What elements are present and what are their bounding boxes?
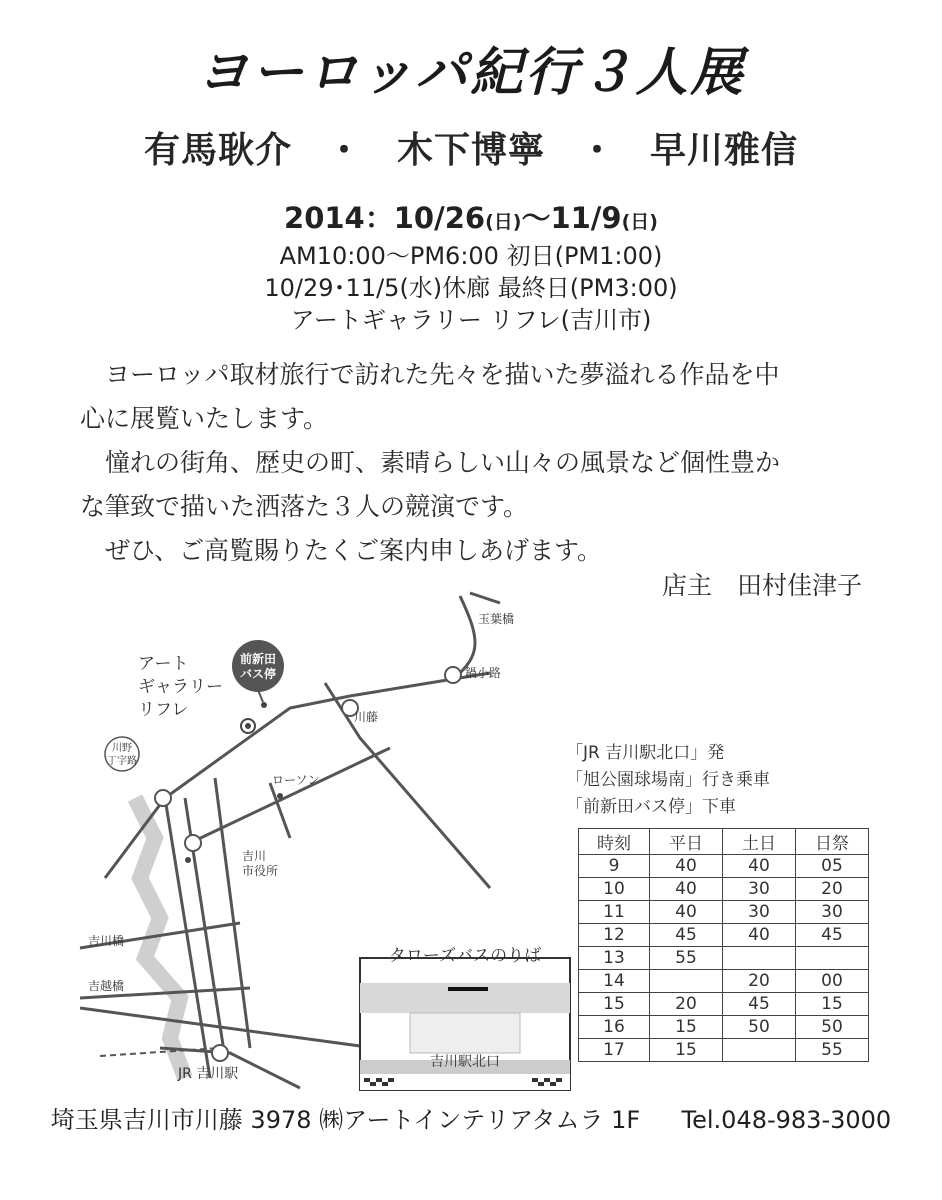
hour-cell: 14 — [579, 970, 650, 993]
address: 埼玉県吉川市川藤 3978 ㈱アートインテリアタムラ 1F — [50, 1106, 641, 1134]
gallery-label-1: アート — [138, 654, 189, 674]
bus-terminal-title: タローズバスのりば — [388, 946, 542, 966]
terminal-island — [410, 1013, 520, 1053]
weekday-cell: 20 — [650, 993, 723, 1016]
signature: 店主 田村佳津子 — [661, 571, 862, 600]
venue: アートギャラリー リフレ(吉川市) — [290, 306, 652, 334]
holiday-cell: 30 — [796, 901, 869, 924]
bus-stop-dot — [261, 702, 267, 708]
hour-cell: 16 — [579, 1016, 650, 1039]
holiday-cell: 45 — [796, 924, 869, 947]
weekend-cell: 40 — [723, 855, 796, 878]
kawano-label-2: 丁字路 — [107, 756, 137, 767]
gallery-marker-dot — [245, 723, 251, 729]
hour-cell: 13 — [579, 947, 650, 970]
weekend-cell: 30 — [723, 901, 796, 924]
exhibition-title: ヨーロッパ紀行３人展 — [196, 43, 746, 103]
cityhall-label-1: 吉川 — [242, 849, 267, 863]
header-cell: 土日 — [723, 829, 796, 855]
weekday-cell: 55 — [650, 947, 723, 970]
artist-name: 早川雅信 — [650, 130, 799, 171]
hour-cell: 15 — [579, 993, 650, 1016]
hour-cell: 11 — [579, 901, 650, 924]
route-line: 「旭公園球場南」行き乗車 — [566, 770, 770, 790]
access-map — [60, 578, 580, 1098]
header-cell: 平日 — [650, 829, 723, 855]
header-cell: 日祭 — [796, 829, 869, 855]
cityhall-dot — [185, 857, 191, 863]
text-line: 心に展覧いたします。 — [80, 404, 329, 433]
kawano-label-1: 川野 — [112, 743, 132, 754]
telephone: Tel.048-983-3000 — [681, 1106, 892, 1134]
colon: ： — [364, 201, 394, 235]
header-cell: 時刻 — [579, 829, 650, 855]
weekday-cell: 45 — [650, 924, 723, 947]
bus-stop-badge — [232, 640, 284, 692]
hour-cell: 12 — [579, 924, 650, 947]
timetable-header — [579, 829, 869, 855]
weekday-cell: 40 — [650, 855, 723, 878]
bus-route-info — [566, 740, 770, 821]
end-day: (日) — [621, 211, 658, 233]
tamaba-bridge-label: 玉葉橋 — [478, 612, 515, 626]
weekday-cell: 40 — [650, 878, 723, 901]
gallery-label-3: リフレ — [138, 700, 189, 720]
text-line: 憧れの街角、歴史の町、素晴らしい山々の風景など個性豊か — [105, 448, 781, 477]
lawson-label: ローソン — [272, 773, 320, 787]
weekend-cell: 20 — [723, 970, 796, 993]
exhibition-dates — [0, 196, 942, 237]
hour-cell: 10 — [579, 878, 650, 901]
end-date: 11/9 — [550, 201, 622, 235]
lawson-dot — [277, 793, 283, 799]
table-row — [579, 970, 869, 993]
cityhall-label-2: 市役所 — [242, 864, 279, 878]
route-line: 「前新田バス停」下車 — [566, 797, 736, 817]
holiday-cell: 20 — [796, 878, 869, 901]
bus-stop-badge-line2: バス停 — [239, 667, 277, 681]
table-row — [579, 1016, 869, 1039]
artist-names — [0, 122, 942, 173]
artist-name: 木下博寧 — [396, 130, 545, 171]
table-row — [579, 901, 869, 924]
weekday-cell: 40 — [650, 901, 723, 924]
holiday-cell: 55 — [796, 1039, 869, 1062]
kawano-junction — [155, 790, 171, 806]
bus-timetable — [578, 828, 869, 1062]
text-line: ヨーロッパ取材旅行で訪れた先々を描いた夢溢れる作品を中 — [105, 360, 780, 389]
holiday-cell: 15 — [796, 993, 869, 1016]
weekday-cell: 15 — [650, 1016, 723, 1039]
weekend-cell: 50 — [723, 1016, 796, 1039]
jr-station-label: JR 吉川駅 — [178, 1066, 239, 1082]
table-row — [579, 947, 869, 970]
gallery-label-2: ギャラリー — [138, 677, 223, 697]
table-row — [579, 855, 869, 878]
cityhall-junction — [185, 835, 201, 851]
footer-contact — [0, 1100, 942, 1135]
table-row — [579, 1039, 869, 1062]
opening-hours: AM10:00〜PM6:00 初日(PM1:00) — [279, 242, 663, 270]
separator: ・ — [325, 130, 363, 171]
holiday-cell: 00 — [796, 970, 869, 993]
text-line: ぜひ、ご高覧賜りたくご案内申しあげます。 — [105, 536, 603, 565]
holiday-cell — [796, 947, 869, 970]
start-date: 10/26 — [393, 201, 486, 235]
weekend-cell: 45 — [723, 993, 796, 1016]
text-line: な筆致で描いた洒落た３人の競演です。 — [80, 492, 529, 521]
year: 2014 — [284, 201, 365, 235]
holiday-cell: 05 — [796, 855, 869, 878]
intro-paragraph — [80, 353, 880, 573]
closed-days: 10/29･11/5(水)休廊 最終日(PM3:00) — [264, 274, 678, 302]
separator: ・ — [579, 130, 617, 171]
holiday-cell: 50 — [796, 1016, 869, 1039]
hour-cell: 17 — [579, 1039, 650, 1062]
weekday-cell: 15 — [650, 1039, 723, 1062]
artist-name: 有馬耿介 — [143, 130, 292, 171]
tilde: 〜 — [521, 201, 551, 235]
nabekoji-junction — [445, 667, 461, 683]
hour-cell: 9 — [579, 855, 650, 878]
weekend-cell: 40 — [723, 924, 796, 947]
route-line: 「JR 吉川駅北口」発 — [566, 743, 725, 763]
north-exit-label: 吉川駅北口 — [430, 1054, 500, 1070]
jr-station-marker — [212, 1045, 228, 1061]
weekday-cell — [650, 970, 723, 993]
yoshikoshi-bridge-label: 吉越橋 — [88, 979, 125, 993]
kawafuji-label: 川藤 — [354, 710, 379, 724]
weekend-cell — [723, 1039, 796, 1062]
yoshikawa-bridge-label: 吉川橋 — [88, 934, 125, 948]
nabekoji-label: 鍋小路 — [465, 666, 502, 680]
table-row — [579, 993, 869, 1016]
weekend-cell — [723, 947, 796, 970]
start-day: (日) — [485, 211, 522, 233]
weekend-cell: 30 — [723, 878, 796, 901]
bus-stop-badge-line1: 前新田 — [239, 652, 277, 666]
table-row — [579, 924, 869, 947]
table-row — [579, 878, 869, 901]
